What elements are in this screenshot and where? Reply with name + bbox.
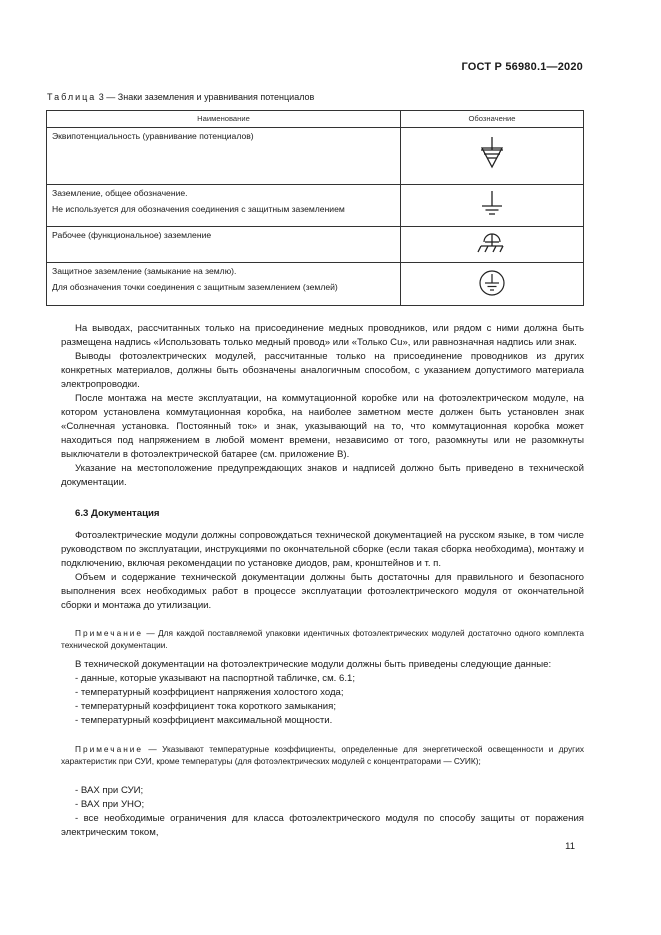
row-text: Для обозначения точки соединения с защитным заземлением (землей) [52,282,338,292]
row-text: Эквипотенциальность (уравнивание потенциалов) [52,131,254,141]
paragraph-warning-location: Указание на местоположение предупреждающих знаков и надписей должно быть приведено в технической документации. [61,463,584,488]
row-text: Не используется для обозначения соединения с защитным заземлением [52,204,345,214]
row-name [47,128,401,185]
row-name [47,185,401,227]
table-row [47,263,584,306]
row-name [47,227,401,263]
row-text: Заземление, общее обозначение. [52,188,188,198]
list-item: - температурный коэффициент напряжения холостого хода; [75,687,344,698]
table-caption-text: 3 — Знаки заземления и уравнивания потенциалов [96,92,315,102]
column-header-name: Наименование [47,111,401,128]
paragraph-protection-class: - все необходимые ограничения для класса фотоэлектрического модуля по способу защиты от поражения электрическим током, [61,813,584,838]
list-item: - ВАХ при СУИ; [75,785,144,796]
data-list [61,672,584,728]
table-row [47,185,584,227]
paragraph-documentation: Фотоэлектрические модули должны сопровождаться технической документацией на русском языке, в том числе руководством по эксплуатации, инструкциями по окончательной сборке (если такая сборка необходима), монтажу и подключению, включая рекомендации по установке диодов, рам, кронштейнов и т. п. [61,530,584,569]
grounding-signs-table [46,110,584,306]
note-1 [61,627,584,651]
document-number: ГОСТ Р 56980.1—2020 [461,61,583,73]
note-text: — Для каждой поставляемой упаковки идентичных фотоэлектрических модулей достаточно одного комплекта технической документации. [61,628,584,650]
row-text: Рабочее (функциональное) заземление [52,230,212,240]
note-2 [61,743,584,767]
paragraph-solar-sign: После монтажа на месте эксплуатации, на коммутационной коробке или на фотоэлектрическом модуле, на котором установлена коммутационная коробка, на наиболее заметном месте должен быть установлен знак «Солнечная установка. Постоянный ток» и знак, указывающий на то, что коммутационная коробка может находиться под напряжением в любой момент времени, независимо от того, разомкнуты или не разомкнуты выключатели в фотоэлектрической батарее (см. приложение В). [61,393,584,460]
paragraph-data-list-intro: В технической документации на фотоэлектрические модули должны быть приведены следующие данные: [75,659,552,670]
paragraph-documentation-scope: Объем и содержание технической документации должны быть достаточны для правильного и безопасного выполнения всех необходимых работ в процессе эксплуатации фотоэлектрического модуля от окончательной сборки и монтажа до утилизации. [61,572,584,611]
vac-list [61,784,584,812]
list-item: - ВАХ при УНО; [75,799,145,810]
functional-earth-icon [477,232,507,256]
table-caption-label: Таблица [47,92,97,102]
paragraph-copper-terminals: На выводах, рассчитанных только на присоединение медных проводников, или рядом с ними должна быть размещена надпись «Использовать только медный провод» или «Только Cu», или равнозначная надпись или знак. [61,323,584,348]
paragraph-other-materials: Выводы фотоэлектрических модулей, рассчитанные только на присоединение проводников из других конкретных материалов, должны быть обозначены аналогичным способом, с указанием допустимого материала электропроводки. [61,351,584,390]
equipotentiality-icon [477,135,507,175]
row-symbol [401,263,584,306]
body-text-block-1 [61,322,584,490]
column-header-symbol: Обозначение [401,111,584,128]
row-symbol [401,128,584,185]
section-title: 6.3 Документация [75,508,160,519]
earth-ground-icon [477,189,507,221]
table-row [47,128,584,185]
row-text: Защитное заземление (замыкание на землю). [52,266,237,276]
table-caption [47,92,314,102]
body-text-block-4 [61,784,584,840]
protective-earth-icon [477,268,507,298]
body-text-block-2 [61,529,584,613]
list-item: - данные, которые указывают на паспортной табличке, см. 6.1; [75,673,356,684]
note-text: — Указывают температурные коэффициенты, определенные для энергетической освещенности и других характеристик при СУИ, кроме температуры (для фотоэлектрических модулей с концентраторами — СУИК); [61,744,584,766]
note-label: Примечание [75,744,144,754]
row-name [47,263,401,306]
row-symbol [401,227,584,263]
list-item: - температурный коэффициент тока короткого замыкания; [75,701,336,712]
row-symbol [401,185,584,227]
table-row [47,227,584,263]
list-item: - температурный коэффициент максимальной мощности. [75,715,333,726]
page-number: 11 [565,841,575,852]
body-text-block-3 [61,658,584,728]
note-label: Примечание [75,628,144,638]
